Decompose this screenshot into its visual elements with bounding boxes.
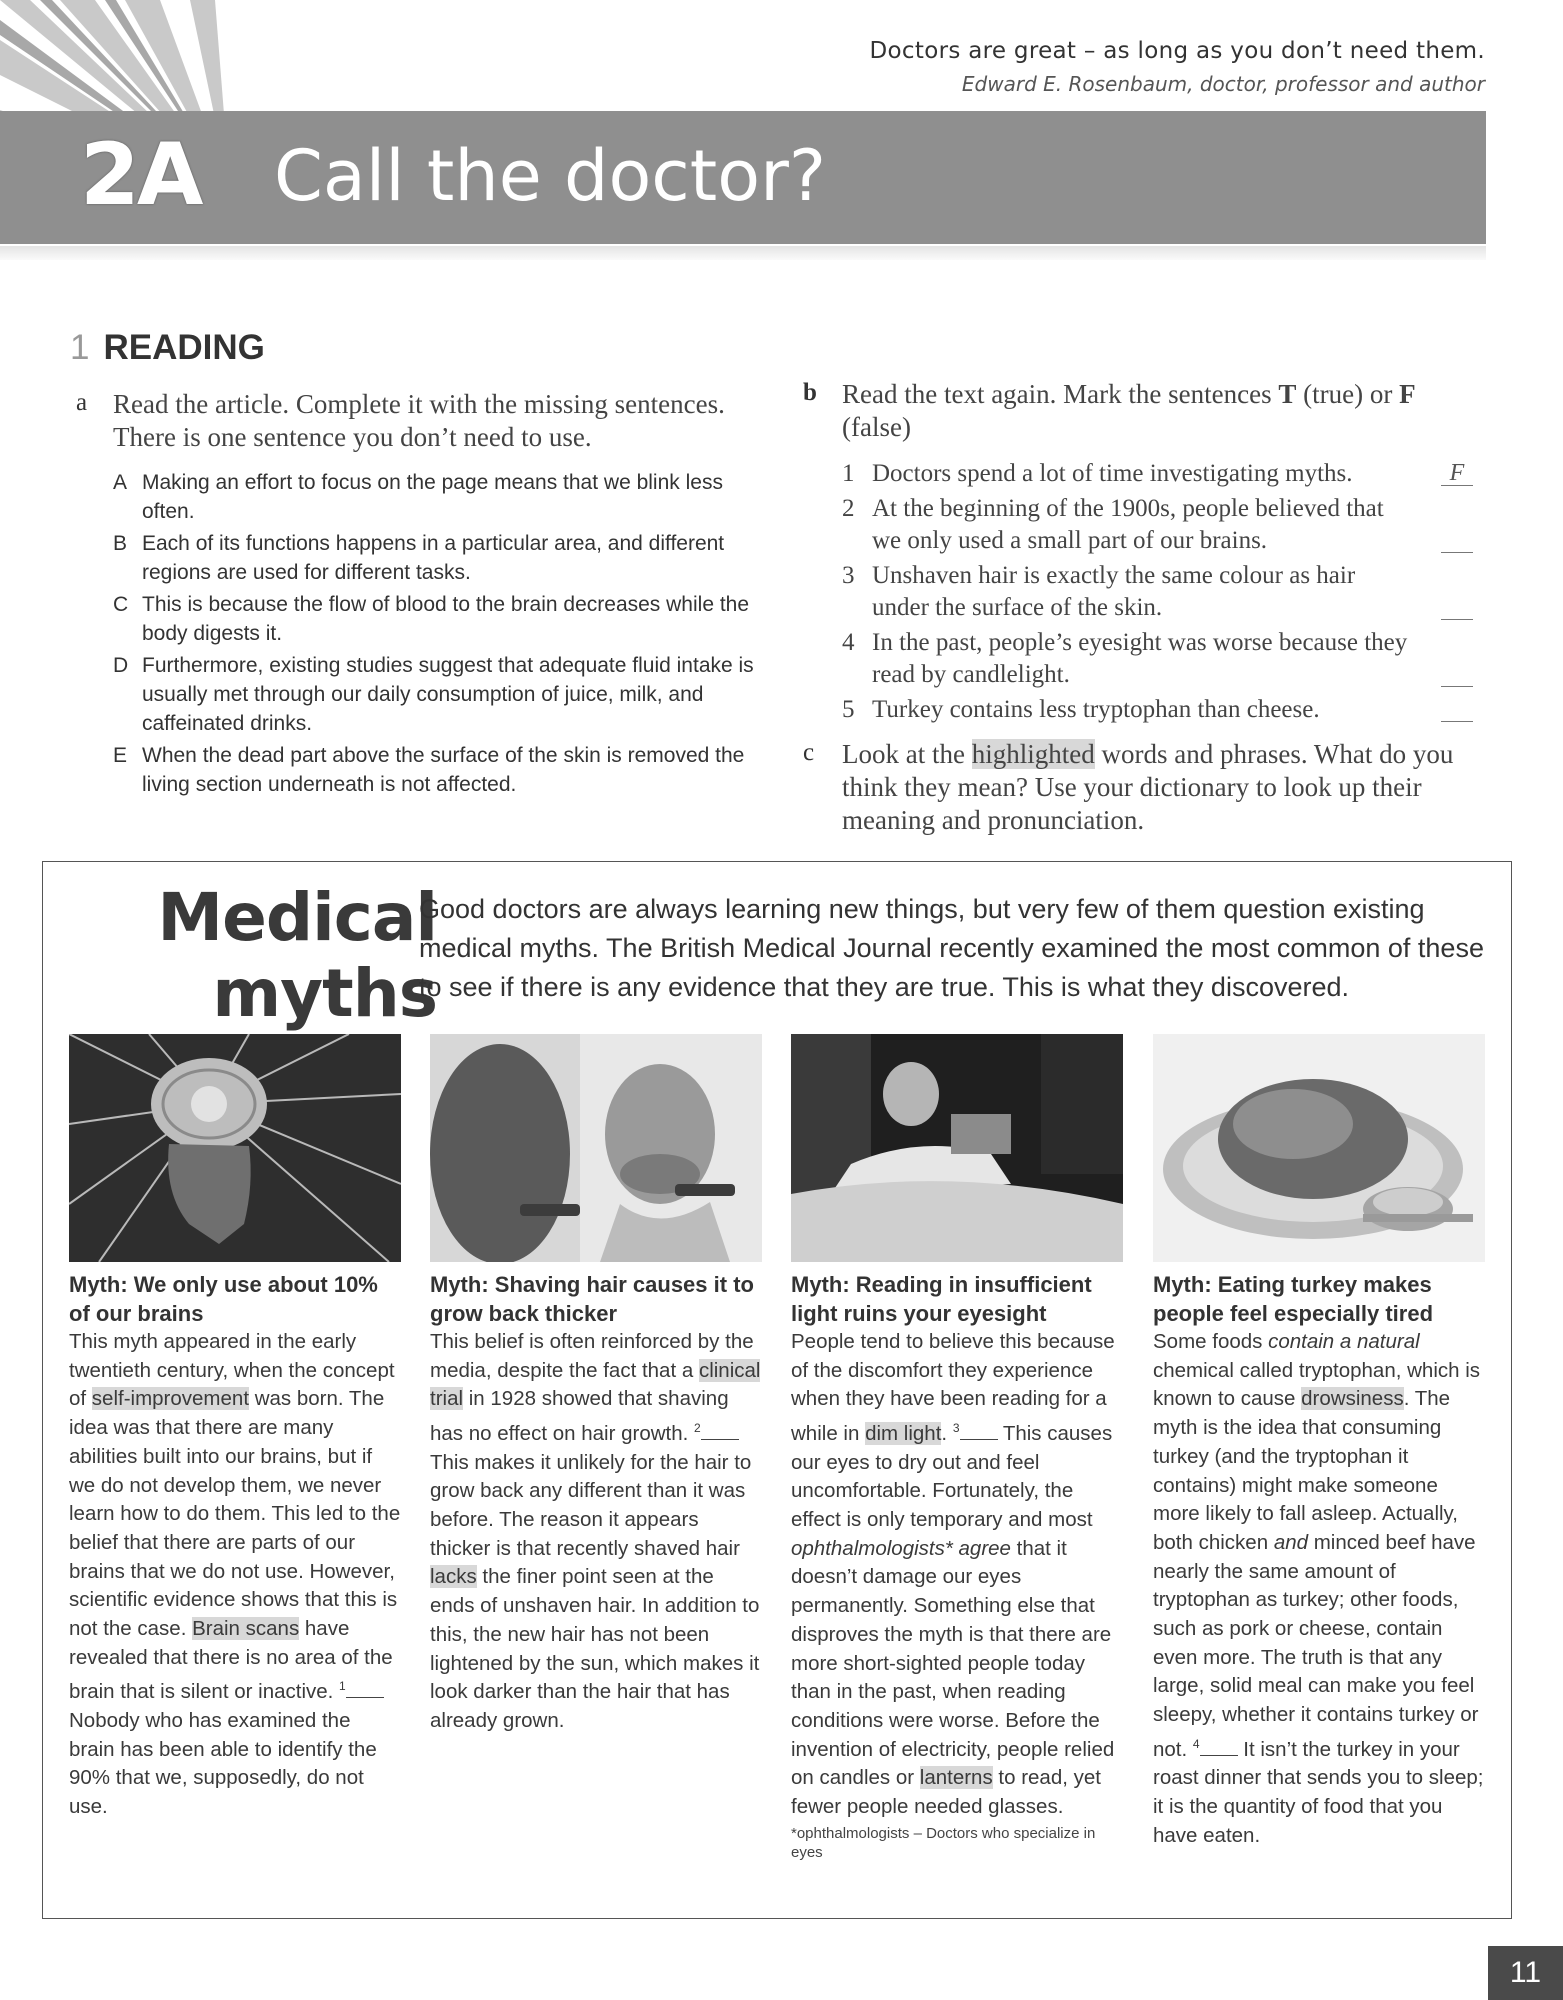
option-letter: D xyxy=(113,654,129,677)
body-text: chemical called tryptophan, which is known to cause xyxy=(1153,1358,1481,1411)
quote-author: Edward E. Rosenbaum, doctor, professor and author xyxy=(961,72,1485,96)
body-text: to read, yet fewer people needed glasses. xyxy=(791,1766,1101,1819)
body-text: Nobody who has examined the brain has been able to identify the 90% that we, supposedly, do not use. xyxy=(69,1708,377,1819)
exercise-label: b xyxy=(803,379,817,406)
article-title xyxy=(147,880,437,1032)
section-title: READING xyxy=(103,328,265,367)
reading-in-bed-photo xyxy=(791,1034,1123,1262)
true-false-item xyxy=(842,493,1473,557)
highlighted-word: lacks xyxy=(430,1565,477,1589)
exercise-label: c xyxy=(803,739,815,766)
option-text: When the dead part above the surface of the skin is removed the living section underneath is not affected. xyxy=(142,744,745,796)
body-text: . The myth is the idea that consuming turkey (and the tryptophan it contains) might make someone more likely to fall asleep. Actually, both chicken xyxy=(1153,1387,1458,1554)
myth-body xyxy=(791,1328,1123,1822)
true-letter: T xyxy=(1278,379,1297,409)
article-title-line: myths xyxy=(212,955,437,1032)
highlighted-word: self-improvement xyxy=(91,1387,250,1411)
exercise-label: a xyxy=(76,389,88,416)
myth-body xyxy=(1153,1328,1485,1850)
highlighted-word: lanterns xyxy=(919,1766,993,1790)
item-text: Doctors spend a lot of time investigating myths. xyxy=(872,460,1353,487)
body-text: Some foods xyxy=(1153,1330,1269,1353)
highlighted-word: Brain scans xyxy=(192,1617,300,1641)
option-item xyxy=(113,468,756,526)
title-underline xyxy=(0,246,1486,260)
gap-number: 2 xyxy=(694,1421,701,1436)
page-number: 11 xyxy=(1488,1946,1563,2000)
italic-text: ophthalmologists* agree xyxy=(791,1536,1011,1560)
roast-turkey-photo xyxy=(1153,1034,1485,1262)
article-box xyxy=(42,861,1512,1919)
option-text: Furthermore, existing studies suggest that adequate fluid intake is usually met through our daily consumption of juice, milk, and caffeinated drinks. xyxy=(142,654,754,735)
option-item xyxy=(113,741,756,799)
exercise-c xyxy=(803,738,1473,837)
item-number: 5 xyxy=(842,696,855,723)
exercise-instruction xyxy=(842,738,1473,837)
body-text: was born. The idea was that there are many abilities built into our brains, but if we do not develop them, we never learn how to do them. This led to the belief that there are parts of our brains that we do not use. However, scientific evidence shows that this is not the case. xyxy=(69,1387,401,1641)
exercise-b xyxy=(803,378,1473,837)
true-false-item xyxy=(842,694,1473,726)
option-text: Making an effort to focus on the page means that we blink less often. xyxy=(142,471,723,523)
title-bar xyxy=(0,111,1486,244)
italic-text: and xyxy=(1273,1530,1309,1554)
instruction-text: Look at the xyxy=(842,739,972,769)
item-number: 4 xyxy=(842,629,855,656)
option-letter: A xyxy=(113,471,128,494)
instruction-text: (false) xyxy=(842,412,911,442)
true-false-list xyxy=(842,458,1473,726)
option-item xyxy=(113,590,756,648)
body-text: that it doesn’t damage our eyes permanently. Something else that disproves the myth is that there are more short-sighted people today than in the past, when reading conditions were worse. Before the invention of electricity, people relied on candles or xyxy=(791,1536,1115,1790)
item-number: 3 xyxy=(842,562,855,589)
option-item xyxy=(113,529,756,587)
myth-heading: Myth: Shaving hair causes it to grow back thicker xyxy=(430,1272,754,1326)
exercise-instruction xyxy=(842,378,1473,444)
myth-column-reading xyxy=(791,1034,1123,1862)
gap-number: 1 xyxy=(339,1679,346,1694)
myth-column-brain xyxy=(69,1034,401,1822)
myth-heading: Myth: Reading in insufficient light ruins your eyesight xyxy=(791,1272,1092,1326)
body-text: It isn’t the turkey in your roast dinner that sends you to sleep; it is the quantity of food that you have eaten. xyxy=(1153,1737,1484,1847)
body-text: . xyxy=(941,1421,953,1445)
answer-blank[interactable] xyxy=(1441,721,1473,722)
option-text: This is because the flow of blood to the brain decreases while the body digests it. xyxy=(142,593,750,645)
item-number: 1 xyxy=(842,460,855,487)
body-text: This belief is often reinforced by the media, despite the fact that a xyxy=(430,1330,754,1382)
item-text: Turkey contains less tryptophan than cheese. xyxy=(872,696,1320,723)
false-letter: F xyxy=(1399,379,1416,409)
true-false-item xyxy=(842,458,1473,490)
option-letter: E xyxy=(113,744,128,767)
gap-number: 4 xyxy=(1192,1736,1200,1751)
section-number: 1 xyxy=(70,328,90,367)
true-false-item xyxy=(842,627,1473,691)
item-text: Unshaven hair is exactly the same colour as hair under the surface of the skin. xyxy=(872,562,1356,621)
option-letter: C xyxy=(113,593,129,616)
italic-text: contain a natural xyxy=(1268,1330,1420,1353)
shaving-photo xyxy=(430,1034,762,1262)
exercise-instruction: Read the article. Complete it with the missing sentences. There is one sentence you don’t need to use. xyxy=(113,389,725,452)
true-false-item xyxy=(842,560,1473,624)
unit-number: 2A xyxy=(80,125,201,225)
body-text: This causes our eyes to dry out and feel uncomfortable. Fortunately, the effect is only temporary and most xyxy=(791,1421,1113,1532)
body-text: in 1928 showed that shaving has no effect on hair growth. xyxy=(430,1387,729,1445)
myth-heading: Myth: We only use about 10% of our brains xyxy=(69,1272,378,1326)
body-text: This makes it unlikely for the hair to grow back any different than it was before. The reason it appears thicker is that recently shaved hair xyxy=(430,1450,752,1560)
section-heading xyxy=(70,328,265,368)
exercise-a xyxy=(76,388,756,802)
article-intro: Good doctors are always learning new things, but very few of them question existing medical myths. The British Medical Journal recently examined the most common of these to see if there is any evidence that they are true. This is what they discovered. xyxy=(419,894,1484,1002)
answer-blank[interactable]: F xyxy=(1441,461,1473,486)
highlighted-word: drowsiness xyxy=(1301,1387,1404,1411)
body-text: This myth appeared in the early twentieth century, when the concept of xyxy=(69,1330,395,1411)
body-text: minced beef have nearly the same amount of tryptophan as turkey; other foods, such as pork or cheese, contain even more. The truth is that any large, solid meal can make you feel sleepy, whether it contains turkey or not. xyxy=(1153,1530,1479,1761)
gap-blank[interactable] xyxy=(960,1424,998,1440)
epigraph xyxy=(870,38,1485,96)
body-text: the finer point seen at the ends of unshaven hair. In addition to this, the new hair has not been lightened by the sun, which makes it look darker than the hair that has already grown. xyxy=(430,1565,760,1732)
item-number: 2 xyxy=(842,495,855,522)
answer-blank[interactable] xyxy=(1441,552,1473,553)
article-title-line: Medical xyxy=(157,879,437,956)
gap-blank[interactable] xyxy=(701,1424,739,1440)
answer-blank[interactable] xyxy=(1441,619,1473,620)
footnote: *ophthalmologists – Doctors who specialize in eyes xyxy=(791,1824,1096,1861)
option-item xyxy=(113,651,756,738)
brain-photo xyxy=(69,1034,401,1262)
sentence-options xyxy=(113,468,756,799)
gap-number: 3 xyxy=(952,1421,960,1436)
body-text: have revealed that there is no area of the brain that is silent or inactive. xyxy=(69,1617,393,1704)
myth-body xyxy=(69,1328,401,1822)
item-text: In the past, people’s eyesight was worse because they read by candlelight. xyxy=(872,629,1408,688)
option-text: Each of its functions happens in a particular area, and different regions are used for different tasks. xyxy=(142,532,725,584)
option-letter: B xyxy=(113,532,128,555)
answer-blank[interactable] xyxy=(1441,686,1473,687)
highlighted-word: highlighted xyxy=(971,739,1095,769)
highlighted-word: clinical trial xyxy=(430,1358,761,1411)
myth-column-shaving xyxy=(430,1034,762,1736)
instruction-text: (true) or xyxy=(1296,379,1400,409)
instruction-text: Read the text again. Mark the sentences xyxy=(842,379,1279,409)
quote-text: Doctors are great – as long as you don’t need them. xyxy=(869,38,1485,64)
page-title: Call the doctor? xyxy=(274,135,827,217)
gap-blank[interactable] xyxy=(346,1682,384,1698)
gap-blank[interactable] xyxy=(1200,1740,1238,1756)
body-text: People tend to believe this because of the discomfort they experience when they have been reading for a while in xyxy=(791,1330,1115,1445)
myth-heading: Myth: Eating turkey makes people feel especially tired xyxy=(1153,1272,1434,1326)
instruction-text: words and phrases. What do you think they mean? Use your dictionary to look up their meaning and pronunciation. xyxy=(842,739,1454,835)
item-text: At the beginning of the 1900s, people believed that we only used a small part of our brains. xyxy=(872,495,1384,554)
myth-column-turkey xyxy=(1153,1034,1485,1850)
myth-body xyxy=(430,1328,762,1736)
highlighted-word: dim light xyxy=(865,1421,942,1445)
